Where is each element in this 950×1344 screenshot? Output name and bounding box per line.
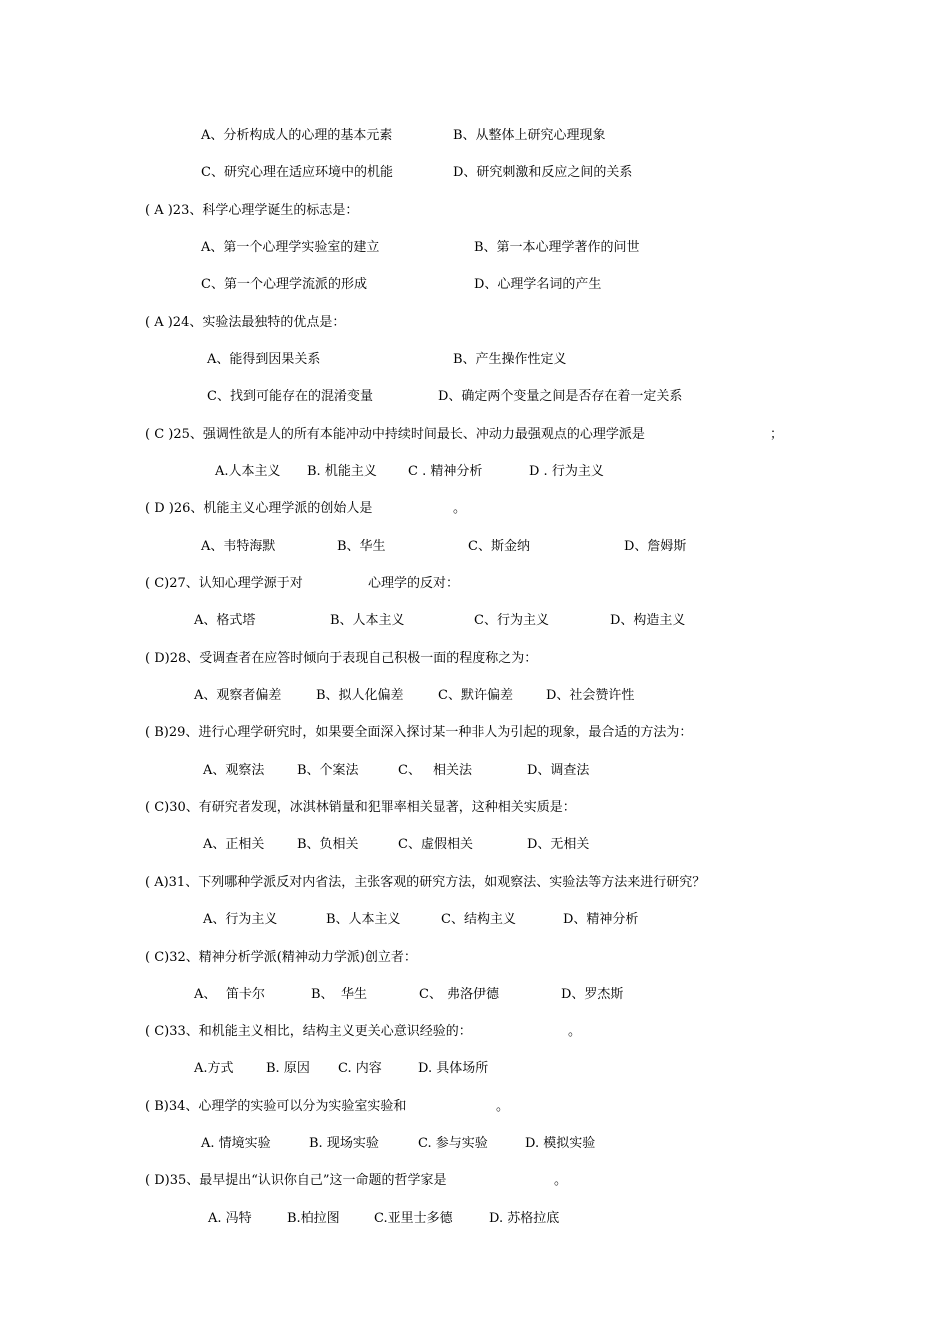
option-line xyxy=(0,461,950,483)
question-text: ( A)31、下列哪种学派反对内省法，主张客观的研究方法，如观察法、实验法等方法来进行研究？ xyxy=(145,875,706,890)
option-text: C、研究心理在适应环境中的机能 xyxy=(201,165,393,180)
option-text: D、社会赞许性 xyxy=(546,688,635,703)
option-text: B. 原因 xyxy=(266,1061,310,1076)
option-text: D、精神分析 xyxy=(563,912,639,927)
question-text: 。 xyxy=(568,1024,582,1039)
option-text: D、无相关 xyxy=(527,837,590,852)
option-text: C、 xyxy=(398,763,421,778)
option-line xyxy=(0,274,950,296)
option-line xyxy=(0,162,950,184)
question-line xyxy=(0,872,950,894)
question-line xyxy=(0,722,950,744)
question-text: ( B)34、心理学的实验可以分为实验室实验和 xyxy=(145,1099,407,1114)
option-text: A、正相关 xyxy=(203,837,265,852)
question-line xyxy=(0,797,950,819)
question-text: ( C)27、认知心理学源于对 xyxy=(145,576,303,591)
option-line xyxy=(0,685,950,707)
option-text: D、研究刺激和反应之间的关系 xyxy=(453,165,633,180)
option-text: A、观察法 xyxy=(203,763,265,778)
question-text: ( D )26、机能主义心理学派的创始人是 xyxy=(145,501,373,516)
option-text: D. 苏格拉底 xyxy=(489,1211,560,1226)
question-line xyxy=(0,498,950,520)
option-text: 笛卡尔 xyxy=(226,987,266,1002)
option-line xyxy=(0,1133,950,1155)
option-line xyxy=(0,984,950,1006)
option-text: A、 xyxy=(194,987,217,1002)
question-text: 心理学的反对： xyxy=(368,576,460,591)
option-text: A. 冯特 xyxy=(208,1211,252,1226)
question-text: 。 xyxy=(554,1173,568,1188)
option-text: B、华生 xyxy=(337,539,386,554)
option-line xyxy=(0,536,950,558)
option-line xyxy=(0,834,950,856)
option-text: D、确定两个变量之间是否存在着一定关系 xyxy=(438,389,683,404)
question-line xyxy=(0,1021,950,1043)
option-text: C. 内容 xyxy=(338,1061,382,1076)
option-text: B、产生操作性定义 xyxy=(453,352,567,367)
option-text: D、詹姆斯 xyxy=(624,539,687,554)
option-line xyxy=(0,760,950,782)
option-text: B.柏拉图 xyxy=(287,1211,340,1226)
question-line xyxy=(0,947,950,969)
option-text: C. 参与实验 xyxy=(418,1136,488,1151)
option-text: B、拟人化偏差 xyxy=(316,688,404,703)
option-text: 华生 xyxy=(341,987,368,1002)
option-text: D. 模拟实验 xyxy=(525,1136,596,1151)
option-text: D . 行为主义 xyxy=(529,464,604,479)
question-text: ( B)29、进行心理学研究时，如果要全面深入探讨某一种非人为引起的现象，最合适的方法为： xyxy=(145,725,693,740)
option-text: D、心理学名词的产生 xyxy=(474,277,602,292)
question-text: ( A )23、科学心理学诞生的标志是： xyxy=(145,203,359,218)
option-text: B、负相关 xyxy=(297,837,359,852)
option-line xyxy=(0,386,950,408)
option-line xyxy=(0,125,950,147)
option-text: C、虚假相关 xyxy=(398,837,473,852)
option-text: 弗洛伊德 xyxy=(447,987,500,1002)
question-line xyxy=(0,200,950,222)
question-line xyxy=(0,573,950,595)
option-text: B、 xyxy=(311,987,334,1002)
option-line xyxy=(0,349,950,371)
option-line xyxy=(0,909,950,931)
option-text: A、观察者偏差 xyxy=(194,688,282,703)
question-line xyxy=(0,648,950,670)
option-text: D. 具体场所 xyxy=(418,1061,489,1076)
option-text: 相关法 xyxy=(433,763,473,778)
option-text: B、从整体上研究心理现象 xyxy=(453,128,606,143)
option-text: A、韦特海默 xyxy=(201,539,276,554)
question-text: ( C)33、和机能主义相比，结构主义更关心意识经验的： xyxy=(145,1024,472,1039)
option-text: A、第一个心理学实验室的建立 xyxy=(201,240,380,255)
option-text: D、罗杰斯 xyxy=(561,987,624,1002)
option-text: C . 精神分析 xyxy=(408,464,483,479)
option-text: B、第一本心理学著作的问世 xyxy=(474,240,640,255)
question-text: ； xyxy=(770,427,784,442)
option-line xyxy=(0,237,950,259)
option-text: C、第一个心理学流派的形成 xyxy=(201,277,367,292)
option-text: A.方式 xyxy=(194,1061,234,1076)
question-text: ( C )25、强调性欲是人的所有本能冲动中持续时间最长、冲动力最强观点的心理学派是 xyxy=(145,427,645,442)
option-line xyxy=(0,1208,950,1230)
question-text: ( C)30、有研究者发现，冰淇林销量和犯罪率相关显著，这种相关实质是： xyxy=(145,800,576,815)
option-text: C、 xyxy=(419,987,442,1002)
option-text: D、构造主义 xyxy=(610,613,686,628)
option-text: B、人本主义 xyxy=(326,912,401,927)
option-text: C、找到可能存在的混淆变量 xyxy=(207,389,373,404)
option-text: C、结构主义 xyxy=(441,912,516,927)
option-text: A、格式塔 xyxy=(194,613,256,628)
option-text: A、分析构成人的心理的基本元素 xyxy=(201,128,393,143)
option-text: B、个案法 xyxy=(297,763,359,778)
option-text: A、行为主义 xyxy=(203,912,278,927)
option-text: A、能得到因果关系 xyxy=(207,352,321,367)
option-text: C、斯金纳 xyxy=(468,539,530,554)
question-text: ( C)32、精神分析学派(精神动力学派)创立者： xyxy=(145,950,417,965)
question-line xyxy=(0,1096,950,1118)
option-text: A.人本主义 xyxy=(215,464,281,479)
option-line xyxy=(0,610,950,632)
question-text: ( D)35、最早提出“认识你自己”这一命题的哲学家是 xyxy=(145,1173,447,1188)
question-text: ( A )24、实验法最独特的优点是： xyxy=(145,315,346,330)
question-line xyxy=(0,1170,950,1192)
option-line xyxy=(0,1058,950,1080)
option-text: C.亚里士多德 xyxy=(374,1211,453,1226)
option-text: B. 现场实验 xyxy=(309,1136,379,1151)
question-text: ( D)28、受调查者在应答时倾向于表现自己积极一面的程度称之为： xyxy=(145,651,538,666)
question-text: 。 xyxy=(496,1099,510,1114)
question-line xyxy=(0,312,950,334)
option-text: C、默许偏差 xyxy=(438,688,513,703)
question-text: 。 xyxy=(453,501,467,516)
option-text: C、行为主义 xyxy=(474,613,549,628)
option-text: D、调查法 xyxy=(527,763,590,778)
option-text: B、人本主义 xyxy=(330,613,405,628)
question-line xyxy=(0,424,950,446)
option-text: B. 机能主义 xyxy=(307,464,377,479)
option-text: A. 情境实验 xyxy=(201,1136,271,1151)
